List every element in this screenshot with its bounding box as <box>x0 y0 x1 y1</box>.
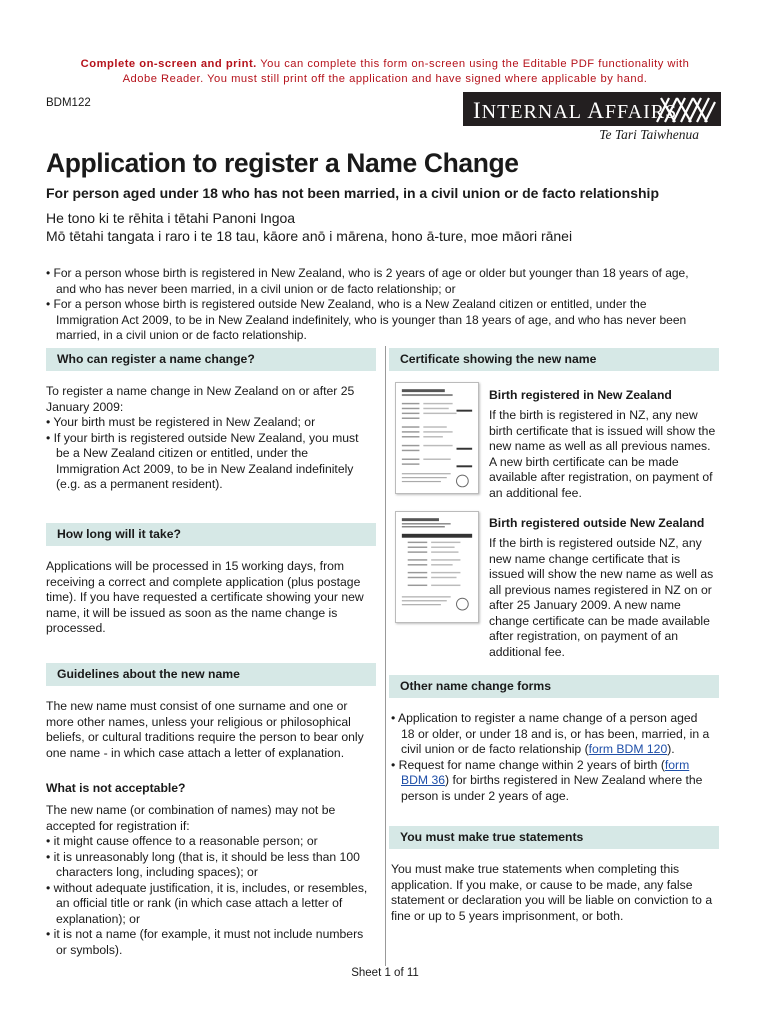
print-notice <box>40 57 730 87</box>
who-text: To register a name change in New Zealand on or after 25 January 2009: • Your birth must be registered in New Zealand; or • If your birth is registered outside New Zealand, you must be a New Zealand citizen or entitled, under the Immigration Act 2009, to be in New Zealand indefinitely (e.g. as a permanent resident). <box>46 384 359 491</box>
document-thumbnail-icon <box>396 512 478 622</box>
how-long-text: Applications will be processed in 15 working days, from receiving a correct and complete application (plus postage time). If you have requested a certificate showing your new name, it will be issued as soon as the name change is processed. <box>46 559 364 635</box>
maori-title: He tono ki te rēhita i tētahi Panoni Ingoa <box>46 210 296 226</box>
notice-line-1: You can complete this form on-screen using the Editable PDF functionality with <box>256 58 690 70</box>
who-heading: Who can register a name change? <box>46 348 376 371</box>
form-bdm-36-link[interactable]: form <box>664 757 690 772</box>
outside-nz-birth-text: If the birth is registered outside NZ, any new name change certificate that is issued will show the new name as well as all previous names registered in NZ on or after 25 January 2009. A new name change certificate can be made available after registration, on payment of an additional fee. <box>489 536 714 659</box>
page-number: Sheet 1 of 11 <box>351 967 419 979</box>
nz-birth-text: If the birth is registered in NZ, any new birth certificate that is issued will show the new name as well as all previous names. A new birth certificate can be made available after registration, on payment of an additional fee. <box>489 408 716 500</box>
true-statements-text: You must make true statements when completing this application. If you make, or cause to be made, any false statement or declaration you will be liable on conviction to a fine or up to 5 years imprisonment, or both. <box>391 862 713 923</box>
name-change-certificate-thumbnail <box>395 511 479 623</box>
page-subtitle: For person aged under 18 who has not been married, in a civil union or de facto relationship <box>46 185 659 201</box>
intro-line: • For a person whose birth is registered in New Zealand, who is 2 years of age or older but younger than 18 years of age, <box>46 266 689 280</box>
not-acceptable-heading: What is not acceptable? <box>46 781 186 795</box>
notice-lead: Complete on-screen and print. <box>80 58 257 70</box>
maori-subtitle: Mō tētahi tangata i raro i te 18 tau, kāore anō i mārena, hono ā-ture, moe māori rānei <box>46 228 573 244</box>
internal-affairs-logo <box>463 92 721 142</box>
column-divider <box>385 346 386 966</box>
birth-certificate-thumbnail <box>395 382 479 494</box>
guidelines-text: The new name must consist of one surname and one or more other names, unless your religious or philosophical beliefs, or cultural traditions require the person to bear only one name - in which case attach a letter of explanation. <box>46 699 364 760</box>
form-code: BDM122 <box>46 97 91 109</box>
logo-pattern-icon <box>655 94 717 124</box>
nz-birth-heading: Birth registered in New Zealand <box>489 388 672 402</box>
intro-line: • For a person whose birth is registered outside New Zealand, who is a New Zealand citizen or entitled, under the <box>46 297 647 311</box>
outside-nz-birth-heading: Birth registered outside New Zealand <box>489 516 705 530</box>
intro-list <box>46 266 736 344</box>
form-bdm-120-link[interactable]: form BDM 120 <box>588 742 668 756</box>
page-title: Application to register a Name Change <box>46 148 519 178</box>
notice-line-2: Adobe Reader. You must still print off the application and have signed where applicable by hand. <box>122 73 648 85</box>
intro-line: married, in a civil union or de facto relationship. <box>56 328 307 342</box>
logo-text: INTERNAL AFFAIRS <box>473 98 678 123</box>
logo-bar <box>463 92 721 126</box>
guidelines-heading: Guidelines about the new name <box>46 663 376 686</box>
certificate-heading: Certificate showing the new name <box>389 348 719 371</box>
form-bdm-36-link-continued[interactable]: BDM 36 <box>401 773 446 787</box>
other-forms-heading: Other name change forms <box>389 675 719 698</box>
logo-subtitle: Te Tari Taiwhenua <box>599 127 699 142</box>
intro-line: and who has never been married, in a civil union or de facto relationship; or <box>56 281 456 296</box>
how-long-heading: How long will it take? <box>46 523 376 546</box>
other-forms-text: • Application to register a name change of a person aged 18 or older, or under 18 and is, or has been, married, in a civil union or de facto relationship (form BDM 120). • Request for name change within 2 years of birth (form BDM 36) for births registered in New Zealand where the person is under 2 years of age. <box>391 711 710 803</box>
not-acceptable-text: The new name (or combination of names) may not be accepted for registration if: • it might cause offence to a reasonable person; or • it is unreasonably long (that is, it should be less than 100 characters long, including spaces); or • without adequate justification, it is, includes, or resembles, an official title or rank (in which case attach a letter of explanation); or • it is not a name (for example, it must not include numbers or symbols). <box>46 803 368 957</box>
intro-line: Immigration Act 2009, to be in New Zealand indefinitely, who is younger than 18 years of age, and who has never been <box>56 312 687 327</box>
document-thumbnail-icon <box>396 383 478 493</box>
true-statements-heading: You must make true statements <box>389 826 719 849</box>
